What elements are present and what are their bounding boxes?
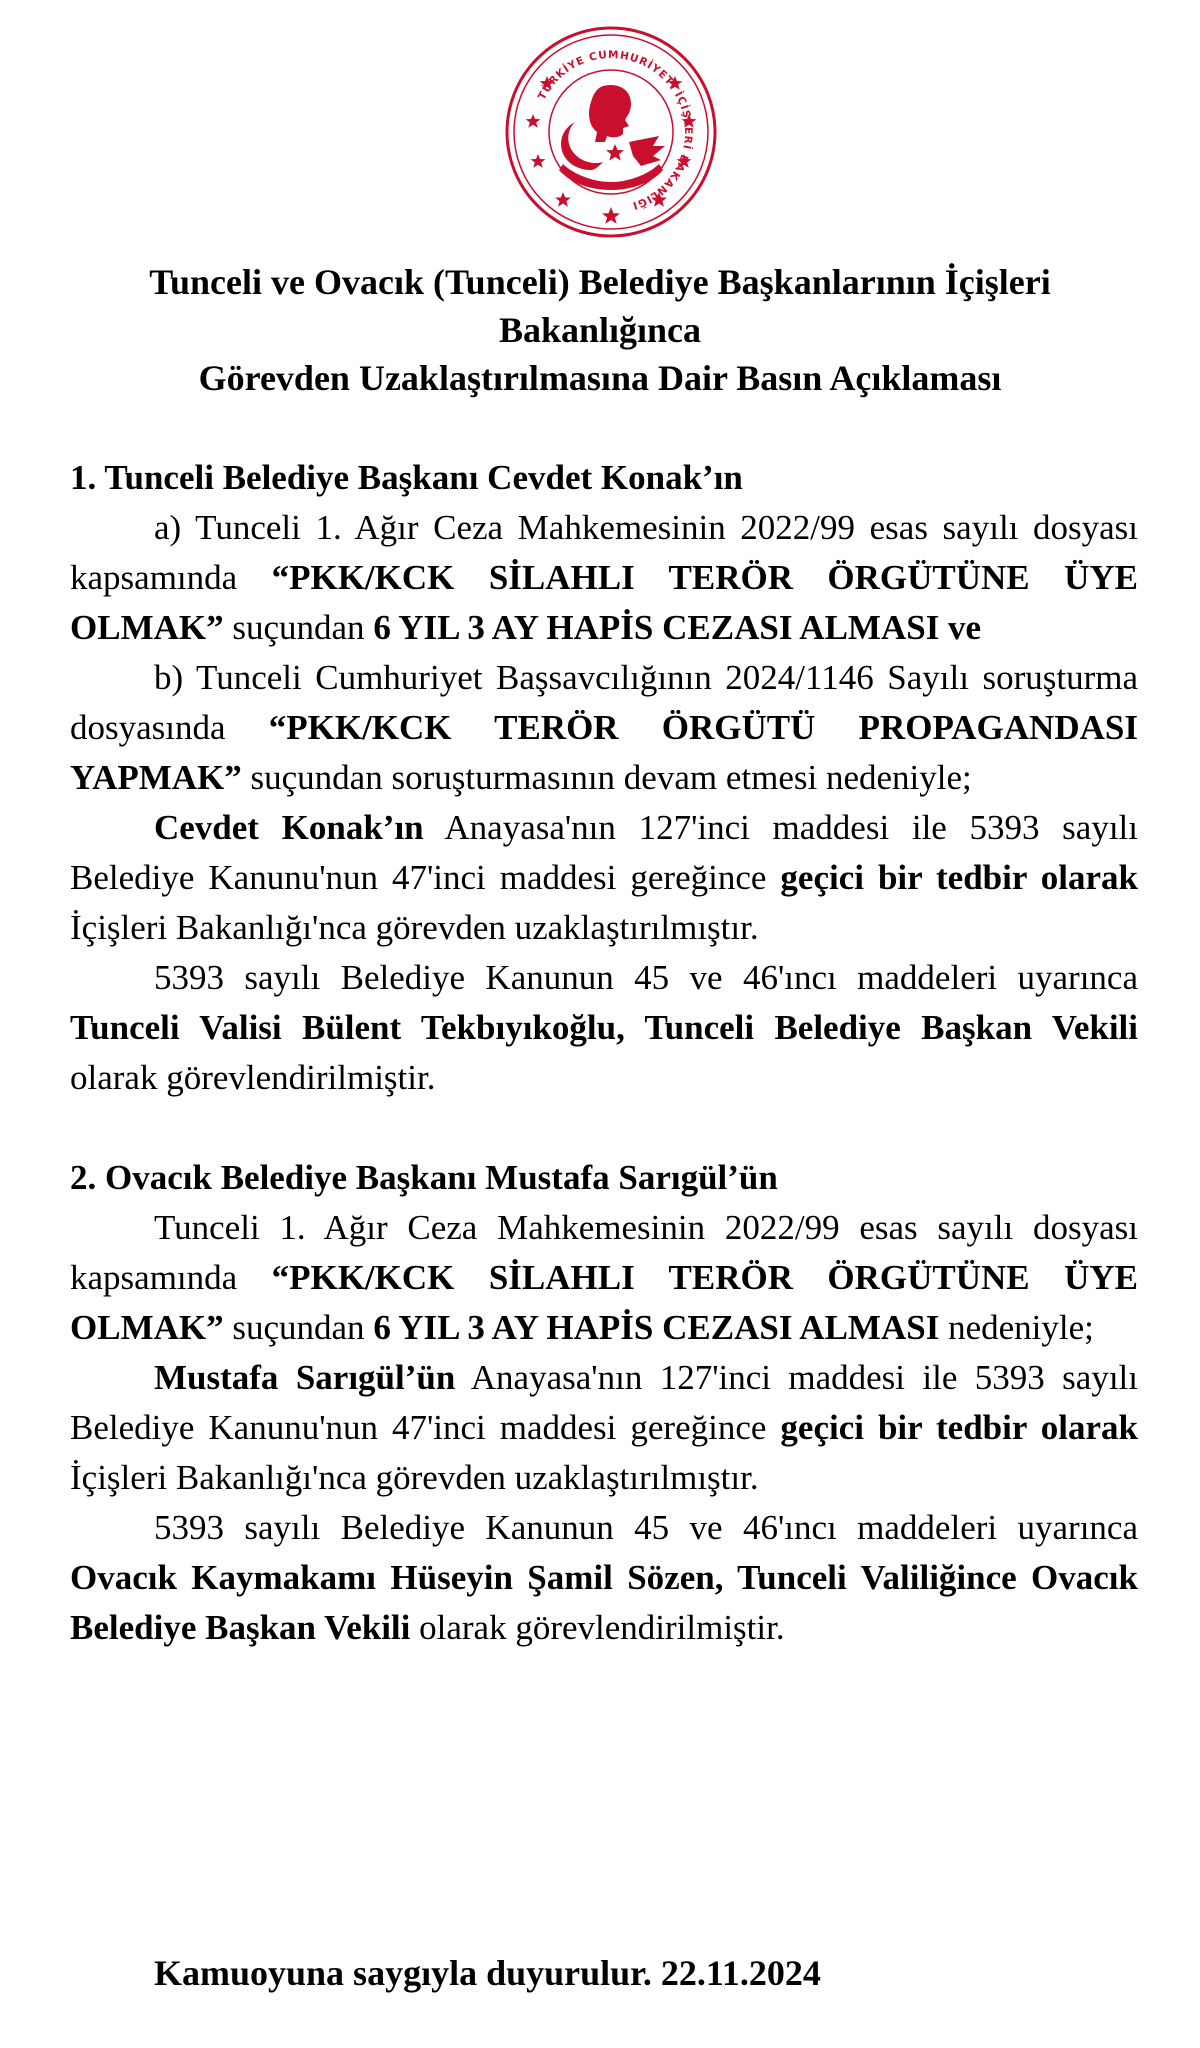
document-title xyxy=(70,258,1130,402)
section-1-heading: 1. Tunceli Belediye Başkanı Cevdet Konak’ın xyxy=(70,458,743,497)
section-1-item-b: b) Tunceli Cumhuriyet Başsavcılığının 2024/1146 Sayılı soruşturma dosyasında “PKK/KCK TERÖR ÖRGÜTÜ PROPAGANDASI YAPMAK” suçundan soruşturmasının devam etmesi nedeniyle; xyxy=(70,658,1138,797)
document-body xyxy=(70,453,1138,1653)
seal-text: TÜRKİYE CUMHURİYETİ İÇİŞLERİ BAKANLIĞI xyxy=(535,48,695,212)
seal-emblem-icon xyxy=(503,24,719,240)
section-1-item-a: a) Tunceli 1. Ağır Ceza Mahkemesinin 2022/99 esas sayılı dosyası kapsamında “PKK/KCK SİLAHLI TERÖR ÖRGÜTÜNE ÜYE OLMAK” suçundan 6 YIL 3 AY HAPİS CEZASI ALMASI ve xyxy=(70,508,1138,647)
title-line-2: Görevden Uzaklaştırılmasına Dair Basın Açıklaması xyxy=(198,358,1002,398)
section-2-assignment: 5393 sayılı Belediye Kanunun 45 ve 46'ıncı maddeleri uyarınca Ovacık Kaymakamı Hüseyin Şamil Sözen, Tunceli Valiliğince Ovacık Belediye Başkan Vekili olarak görevlendirilmiştir. xyxy=(70,1508,1138,1647)
title-line-1: Tunceli ve Ovacık (Tunceli) Belediye Başkanlarının İçişleri Bakanlığınca xyxy=(149,262,1051,350)
closing-statement: Kamuoyuna saygıyla duyurulur. 22.11.2024 xyxy=(154,1953,821,1993)
section-2-decision: Mustafa Sarıgül’ün Anayasa'nın 127'inci maddesi ile 5393 sayılı Belediye Kanunu'nun 47'inci maddesi gereğince geçici bir tedbir olarak İçişleri Bakanlığı'nca görevden uzaklaştırılmıştır. xyxy=(70,1358,1138,1497)
section-1-assignment: 5393 sayılı Belediye Kanunun 45 ve 46'ıncı maddeleri uyarınca Tunceli Valisi Bülent Tekbıyıkoğlu, Tunceli Belediye Başkan Vekili olarak görevlendirilmiştir. xyxy=(70,958,1138,1097)
section-1-decision: Cevdet Konak’ın Anayasa'nın 127'inci maddesi ile 5393 sayılı Belediye Kanunu'nun 47'inci maddesi gereğince geçici bir tedbir olarak İçişleri Bakanlığı'nca görevden uzaklaştırılmıştır. xyxy=(70,808,1138,947)
section-2-heading: 2. Ovacık Belediye Başkanı Mustafa Sarıgül’ün xyxy=(70,1158,778,1197)
ministry-seal-logo xyxy=(503,24,719,240)
section-2-reason: Tunceli 1. Ağır Ceza Mahkemesinin 2022/99 esas sayılı dosyası kapsamında “PKK/KCK SİLAHLI TERÖR ÖRGÜTÜNE ÜYE OLMAK” suçundan 6 YIL 3 AY HAPİS CEZASI ALMASI nedeniyle; xyxy=(70,1208,1138,1347)
section-spacer xyxy=(70,1103,1138,1153)
